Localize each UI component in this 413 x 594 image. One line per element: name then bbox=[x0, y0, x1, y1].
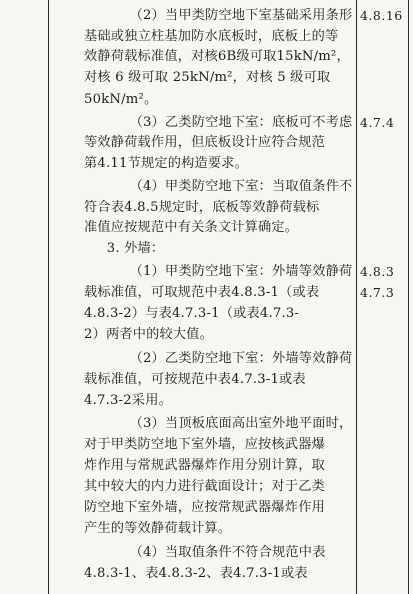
body-line: 效静荷载标准值，对核6B级可取15kN/m²， bbox=[84, 49, 350, 64]
body-line: 载标准值，可取规范中表4.8.3-1（或表 bbox=[84, 285, 320, 300]
clause-reference: 4.7.4 bbox=[360, 115, 395, 130]
clause-reference: 4.7.3 bbox=[360, 285, 395, 300]
body-line: 2）两者中的较大值。 bbox=[84, 327, 214, 342]
body-line: （3）乙类防空地下室：底板可不考虑 bbox=[112, 115, 353, 130]
body-line: （4）当取值条件不符合规范中表 bbox=[112, 545, 326, 560]
body-line: 对于甲类防空地下室外墙，应按核武器爆 bbox=[84, 437, 325, 452]
body-line: 载标准值，可按规范中表4.7.3-1或表 bbox=[84, 372, 306, 387]
body-line: （1）甲类防空地下室：外墙等效静荷 bbox=[112, 264, 353, 279]
body-line: 等效静荷载作用，但底板设计应符合规范 bbox=[84, 135, 325, 150]
body-line: （2）当甲类防空地下室基础采用条形 bbox=[112, 8, 353, 23]
body-line: 其中较大的内力进行截面设计；对于乙类 bbox=[84, 479, 325, 494]
body-line: 4.7.3-2采用。 bbox=[84, 393, 172, 408]
table-column-divider bbox=[356, 0, 357, 594]
body-line: 符合表4.8.5规定时，底板等效静荷载标 bbox=[84, 200, 320, 215]
body-line: （3）当顶板底面高出室外地平面时， bbox=[112, 416, 353, 431]
body-line: 4.8.3-2）与表4.7.3-1（或表4.7.3- bbox=[84, 306, 300, 321]
body-line: 准值应按规范中有关条文计算确定。 bbox=[84, 220, 299, 235]
body-line: 对核 6 级可取 25kN/m²，对核 5 级可取 bbox=[84, 70, 331, 85]
clause-reference: 4.8.16 bbox=[360, 8, 403, 23]
section-heading: 3. 外墙： bbox=[98, 241, 165, 256]
body-line: 基础或独立柱基加防水底板时，底板上的等 bbox=[84, 29, 339, 44]
body-line: 4.8.3-1、表4.8.3-2、表4.7.3-1或表 bbox=[84, 566, 308, 581]
table-left-border bbox=[48, 0, 49, 594]
table-right-border bbox=[408, 0, 409, 594]
body-line: 产生的等效静荷载计算。 bbox=[84, 521, 232, 536]
clause-reference: 4.8.3 bbox=[360, 264, 395, 279]
body-line: 炸作用与常规武器爆炸作用分别计算，取 bbox=[84, 458, 325, 473]
body-line: （4）甲类防空地下室：当取值条件不 bbox=[112, 179, 353, 194]
body-line: 50kN/m²。 bbox=[84, 92, 158, 107]
body-line: 防空地下室外墙，应按常规武器爆炸作用 bbox=[84, 500, 325, 515]
body-line: （2）乙类防空地下室：外墙等效静荷 bbox=[112, 351, 353, 366]
body-line: 第4.11节规定的构造要求。 bbox=[84, 156, 249, 171]
